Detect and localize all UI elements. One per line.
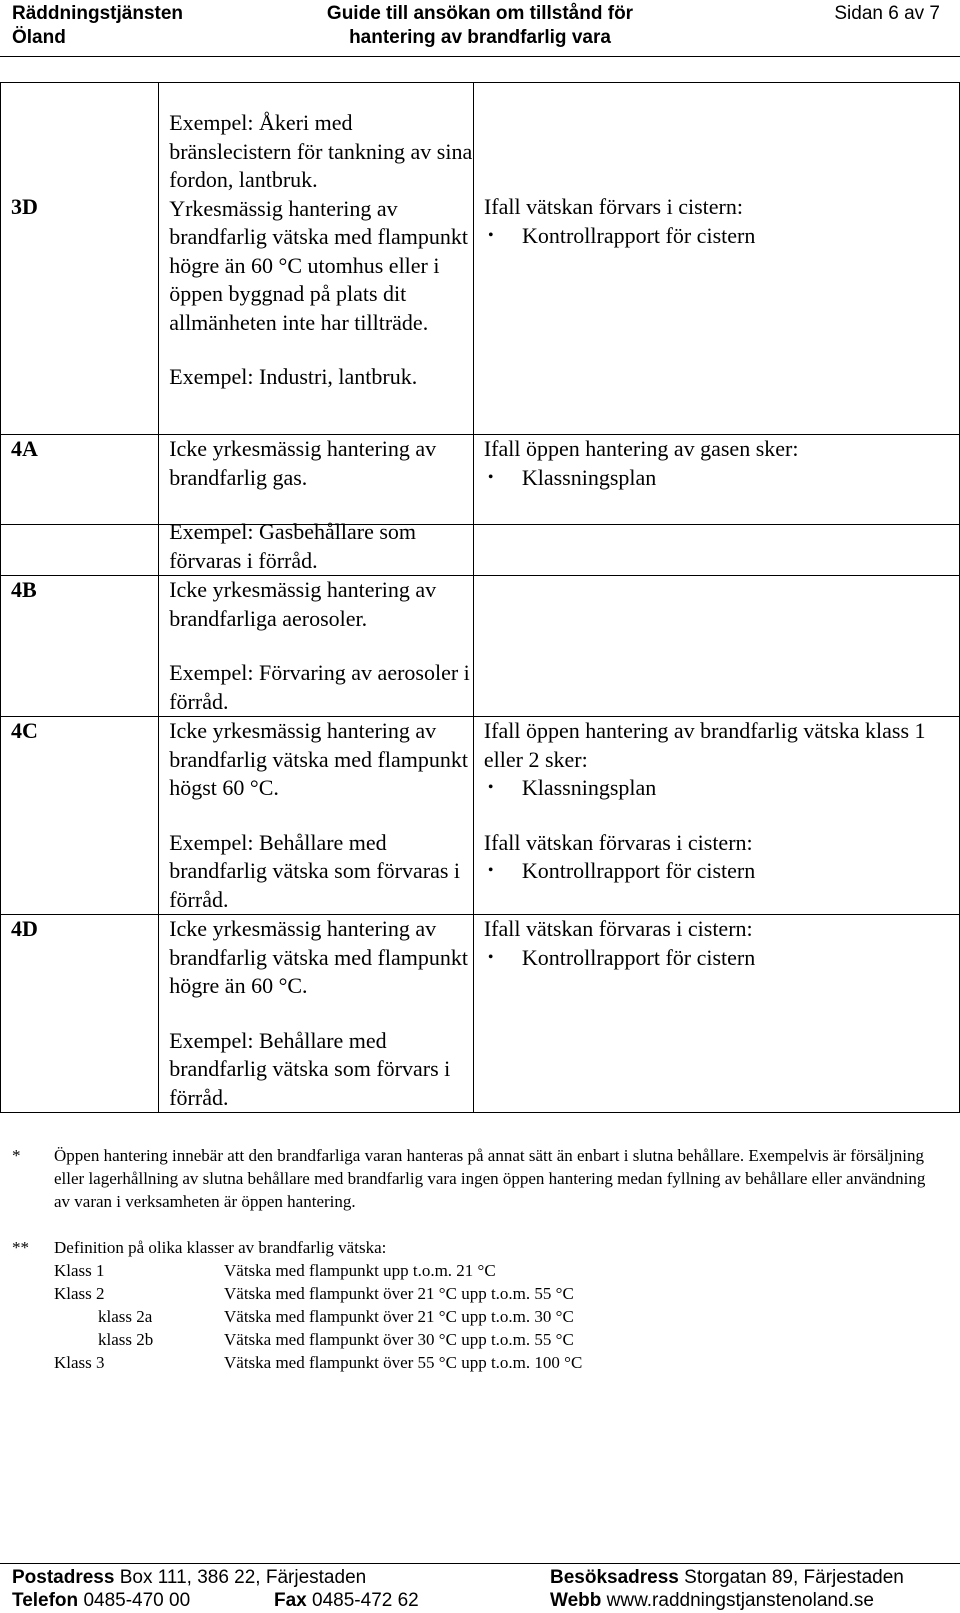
footer-label: Fax: [274, 1590, 307, 1611]
class-name: Klass 2: [54, 1284, 105, 1303]
class-name: Klass 3: [54, 1353, 105, 1372]
class-definition-row: [54, 1305, 582, 1328]
class-name: klass 2b: [98, 1330, 154, 1349]
row-description: [159, 915, 474, 1113]
footer-value: Storgatan 89, Färjestaden: [684, 1567, 904, 1588]
row-requirements: [473, 915, 959, 1113]
class-definition: Vätska med flampunkt över 55 °C upp t.o.m. 100 °C: [224, 1353, 583, 1372]
row-desc-example: Exempel: Förvaring av aerosoler i förråd.: [169, 660, 470, 714]
row-desc-example: Exempel: Behållare med brandfarlig vätska som förvars i förråd.: [169, 1027, 451, 1110]
row-desc-example: Exempel: Behållare med brandfarlig vätska som förvaras i förråd.: [169, 829, 461, 912]
footnote-class-definitions: [12, 1236, 942, 1374]
req-bullet: • Kontrollrapport för cistern: [484, 944, 959, 973]
row-code: 4A: [1, 435, 159, 576]
footer-label: Webb: [550, 1590, 602, 1611]
req-intro: Ifall öppen hantering av brandfarlig vätska klass 1 eller 2 sker:: [483, 718, 926, 772]
req-intro: Ifall vätskan förvars i cistern:: [483, 194, 743, 219]
footer-divider: [0, 1563, 960, 1564]
req-bullet: • Kontrollrapport för cistern: [484, 857, 959, 886]
row-desc-example: Exempel: Gasbehållare som förvaras i förråd.: [169, 519, 417, 573]
class-name: klass 2a: [98, 1307, 153, 1326]
footnotes: [12, 1144, 942, 1374]
footer-fax: [274, 1589, 419, 1613]
footnote-mark: **: [12, 1238, 29, 1257]
row-code: 4C: [1, 717, 159, 915]
header-document-title: [300, 2, 660, 50]
req-bullet: • Kontrollrapport för cistern: [484, 222, 959, 251]
class-definition-row: [54, 1259, 582, 1282]
footer-label: Besöksadress: [550, 1567, 679, 1588]
row-desc-text: Icke yrkesmässig hantering av brandfarlig gas.: [169, 436, 437, 490]
row-desc-text: Yrkesmässig hantering av brandfarlig vätska med flampunkt högre än 60 °C utomhus eller i öppen byggnad på plats dit allmänheten inte har tillträde.: [169, 195, 468, 335]
class-table-4: [0, 434, 960, 1113]
class-definition: Vätska med flampunkt upp t.o.m. 21 °C: [224, 1261, 496, 1280]
row-code: 4B: [1, 576, 159, 717]
footer-web-link[interactable]: www.raddningstjanstenoland.se: [606, 1590, 874, 1611]
header-doc-line1: Guide till ansökan om tillstånd för: [326, 3, 634, 24]
footer-label: Postadress: [12, 1567, 115, 1588]
req-intro: Ifall vätskan förvaras i cistern:: [483, 829, 753, 855]
row-description: [159, 717, 474, 915]
req-bullet: • Klassningsplan: [484, 774, 959, 803]
header-doc-line2: hantering av brandfarlig vara: [349, 27, 611, 48]
class-definition: Vätska med flampunkt över 21 °C upp t.o.m. 55 °C: [224, 1284, 574, 1303]
footer-value: Box 111, 386 22, Färjestaden: [119, 1567, 367, 1588]
footer-label: Telefon: [12, 1590, 79, 1611]
table-row: [1, 717, 960, 915]
req-bullet: • Klassningsplan: [484, 464, 959, 493]
footer-visiting-address: [550, 1566, 904, 1590]
footer-postal-address: [12, 1566, 366, 1590]
class-definition: Vätska med flampunkt över 21 °C upp t.o.m. 30 °C: [224, 1307, 574, 1326]
row-requirements: [473, 435, 959, 576]
class-definition-row: [54, 1282, 582, 1305]
class-definition-row: [54, 1328, 582, 1351]
header-divider: [0, 56, 960, 57]
row-desc-example: Exempel: Åkeri med bränslecistern för tankning av sina fordon, lantbruk.: [169, 110, 473, 192]
header-org-line2: Öland: [12, 27, 66, 48]
row-desc-example: Exempel: Industri, lantbruk.: [169, 364, 418, 389]
footnote-title: Definition på olika klasser av brandfarlig vätska:: [54, 1238, 387, 1257]
header-org-line1: Räddningstjänsten: [12, 3, 184, 24]
row-code: 4D: [1, 915, 159, 1113]
row-description: [159, 576, 474, 717]
row-desc-text: Icke yrkesmässig hantering av brandfarlig vätska med flampunkt högst 60 °C.: [169, 718, 468, 800]
footnote-mark: *: [12, 1146, 21, 1165]
footnote-text: Öppen hantering innebär att den brandfarliga varan hanteras på annat sätt än enbart i slutna behållare. Exempelvis är försäljning eller lagerhållning av slutna behållare med brandfarlig vara ingen öppen hantering medan fyllning av behållare eller användning av varan i verksamheten är öppen hantering.: [54, 1146, 926, 1211]
row-requirements: [473, 717, 959, 915]
footer-web: [550, 1589, 874, 1613]
footer-value: 0485-470 00: [83, 1590, 191, 1611]
header-organization: [12, 2, 262, 50]
row-description: [159, 435, 474, 576]
table-row: [1, 435, 960, 576]
row-desc-text: Icke yrkesmässig hantering av brandfarliga aerosoler.: [169, 577, 437, 631]
row-desc-text: Icke yrkesmässig hantering av brandfarlig vätska med flampunkt högre än 60 °C.: [169, 916, 468, 998]
row-code: 3D: [1, 83, 159, 525]
req-intro: Ifall vätskan förvaras i cistern:: [483, 916, 753, 941]
row-requirements: [473, 576, 959, 717]
footer-phone: [12, 1589, 190, 1613]
table-row: [1, 915, 960, 1113]
table-row: [1, 576, 960, 717]
req-intro: Ifall öppen hantering av gasen sker:: [483, 436, 799, 461]
class-definition-row: [54, 1351, 582, 1374]
page-number: Sidan 6 av 7: [834, 3, 940, 24]
class-name: Klass 1: [54, 1261, 105, 1280]
class-definition: Vätska med flampunkt över 30 °C upp t.o.m. 55 °C: [224, 1330, 574, 1349]
footnote-open-handling: [12, 1144, 942, 1213]
footer-value: 0485-472 62: [312, 1590, 419, 1611]
